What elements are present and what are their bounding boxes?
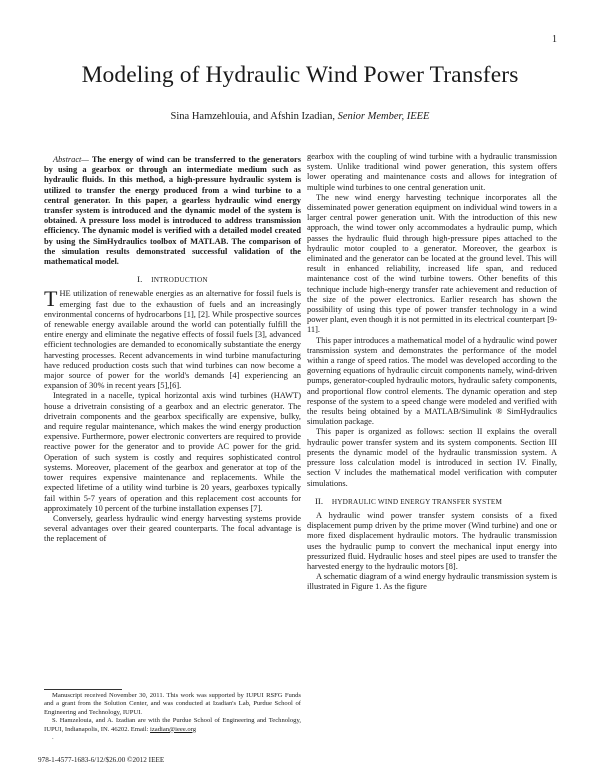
- paragraph: Integrated in a nacelle, typical horizontal axis wind turbines (HAWT) house a drivetrain consisting of a gearbox and an electric generator. The drivetrain components and the gearbox specifically are expensive, bulky, and require regular maintenance, which makes the wind energy production expensive. Furthermore, power electronic converters are required to provide reactive power for the generator and to provide AC power for the grid. Operation of such system is costly and requires sophisticated control systems. Moreover, placement of the gearbox and generator at top of the tower requires expensive maintenance and replacements. While the expected lifetime of a utility wind turbine is 20 years, gearboxes typically fail within 5-7 years of operation and this replacement cost accounts for approximately 10 percent of the turbine installation expenses [7].: [44, 391, 301, 513]
- abstract-text: The energy of wind can be transferred to the generators by using a gearbox or through an intermediate medium such as hydraulic fluids. In this method, a high-pressure hydraulic system is utilized to transfer the energy produced from a wind turbine to a central generator. In this paper, a gearless hydraulic wind energy transfer system is introduced and the dynamic model of the system is obtained. A pressure loss model is introduced to address transmission efficiency. The dynamic model is verified with a detailed model created by using the SimHydraulics toolbox of MATLAB. The comparison of the simulation results demonstrated successful validation of the mathematical model.: [44, 155, 301, 267]
- section-1-title: INTRODUCTION: [151, 276, 208, 285]
- left-column: [44, 155, 301, 545]
- paragraph: This paper introduces a mathematical model of a hydraulic wind power transmission system and demonstrates the performance of the model within a range of speed ratios. The model was developed according to the governing equations of hydraulic circuit components namely, wind-driven pumps, generator-coupled hydraulic motors, hydraulic safety components, and proportional flow control elements. The dynamic operation and step response of the system to a speed change were modeled and verified with the results being obtained by a MATLAB/Simulink ® SimHydraulics simulation package.: [307, 335, 557, 427]
- author-role: Senior Member, IEEE: [337, 111, 430, 122]
- footnote-rule: [44, 689, 122, 690]
- right-column: [307, 152, 557, 593]
- footnote-marker: .: [52, 734, 54, 742]
- abstract-dash: —: [81, 155, 89, 164]
- drop-cap: T: [44, 286, 58, 312]
- abstract-label: Abstract: [53, 155, 82, 164]
- section-2-heading: [307, 496, 557, 507]
- section-1-numeral: I.: [137, 274, 143, 285]
- abstract: [44, 155, 301, 267]
- isbn-line: 978-1-4577-1683-6/12/$26.00 ©2012 IEEE: [38, 756, 165, 764]
- section-2-numeral: II.: [315, 495, 324, 506]
- footnote: Manuscript received November 30, 2011. This work was supported by IUPUI RSFG Funds and a grant from the Solution Center, and was conducted at Izadian's Lab, Purdue School of Engineering and Technology, IUPUI.: [44, 692, 301, 716]
- author-email-link[interactable]: izadian@ieee.org: [150, 725, 197, 733]
- footnote: S. Hamzelouia, and A. Izadian are with the Purdue School of Engineering and Technology, IUPUI, Indianapolis, IN. 46202. Email: izadian@ieee.org: [44, 717, 301, 733]
- page-number: 1: [552, 34, 557, 45]
- paragraph: This paper is organized as follows: section II explains the overall hydraulic power transfer system and its system components. Section III presents the dynamic model of the hydraulic transmission system. A pressure loss calculation model is introduced in section IV. Finally, section V includes the mathematical model verification with computer simulations.: [307, 427, 557, 488]
- paper-title: Modeling of Hydraulic Wind Power Transfers: [81, 62, 519, 88]
- paragraph: A schematic diagram of a wind energy hydraulic transmission system is illustrated in Figure 1. As the figure: [307, 572, 557, 592]
- paragraph: gearbox with the coupling of wind turbine with a hydraulic transmission system. Unlike traditional wind power generation, this system offers lower operating and maintenance costs and allows for integration of multiple wind turbines to one central generation unit.: [307, 152, 557, 192]
- paragraph: Conversely, gearless hydraulic wind energy harvesting systems provide several advantages over their geared counterparts. The focal advantage is the replacement of: [44, 513, 301, 544]
- section-2-title: HYDRAULIC WIND ENERGY TRANSFER SYSTEM: [331, 497, 503, 506]
- introduction-body: [44, 286, 301, 544]
- author-names: Sina Hamzehlouia, and Afshin Izadian,: [170, 111, 335, 122]
- footnotes: [44, 692, 301, 742]
- author-line: [0, 111, 600, 122]
- paragraph: THE utilization of renewable energies as an alternative for fossil fuels is emerging fast due to the exhaustion of fuels and an increasingly environmental concerns of hydrocarbons [1], [2]. While prospective sources of renewable energy available around the world can potentially fulfill the entire energy and eliminate the negative effects of fossil fuels [3], advanced efficient technologies are demanded to economically substantiate the energy harvesting processes. Recent advancements in wind turbine manufacturing have reduced production costs such that wind turbines can now become a major source of power for the world's demands [4] experiencing an expansion of 30% in recent years [5],[6].: [44, 286, 301, 391]
- paragraph: A hydraulic wind power transfer system consists of a fixed displacement pump driven by the prime mover (Wind turbine) and one or more fixed displacement hydraulic motors. The hydraulic transmission uses the hydraulic pump to convert the mechanical input energy into pressurized fluid. Hydraulic hoses and steel pipes are used to transfer the harvested energy to the hydraulic motors [8].: [307, 510, 557, 571]
- section-1-heading: [44, 274, 301, 285]
- paragraph: The new wind energy harvesting technique incorporates all the disseminated power generation equipment on individual wind towers in a larger central power generation unit. With the introduction of this new approach, the wind tower only accommodates a hydraulic pump, which passes the hydraulic fluid through high-pressure pipes attached to the hydraulic motor coupled to a generator. Moreover, the gearbox is eliminated and the generator can be located at the ground level. This will result in enhanced reliability, increased life span, and reduced maintenance cost of the wind turbine towers. Other benefits of this technique include high-energy transfer rate achievement and reduction of the size of the power electronics. Earlier research has shown the possibility of using this type of power transfer technology in a wind power plant, even though it is not permitted in its electrical counterpart [9-11].: [307, 192, 558, 335]
